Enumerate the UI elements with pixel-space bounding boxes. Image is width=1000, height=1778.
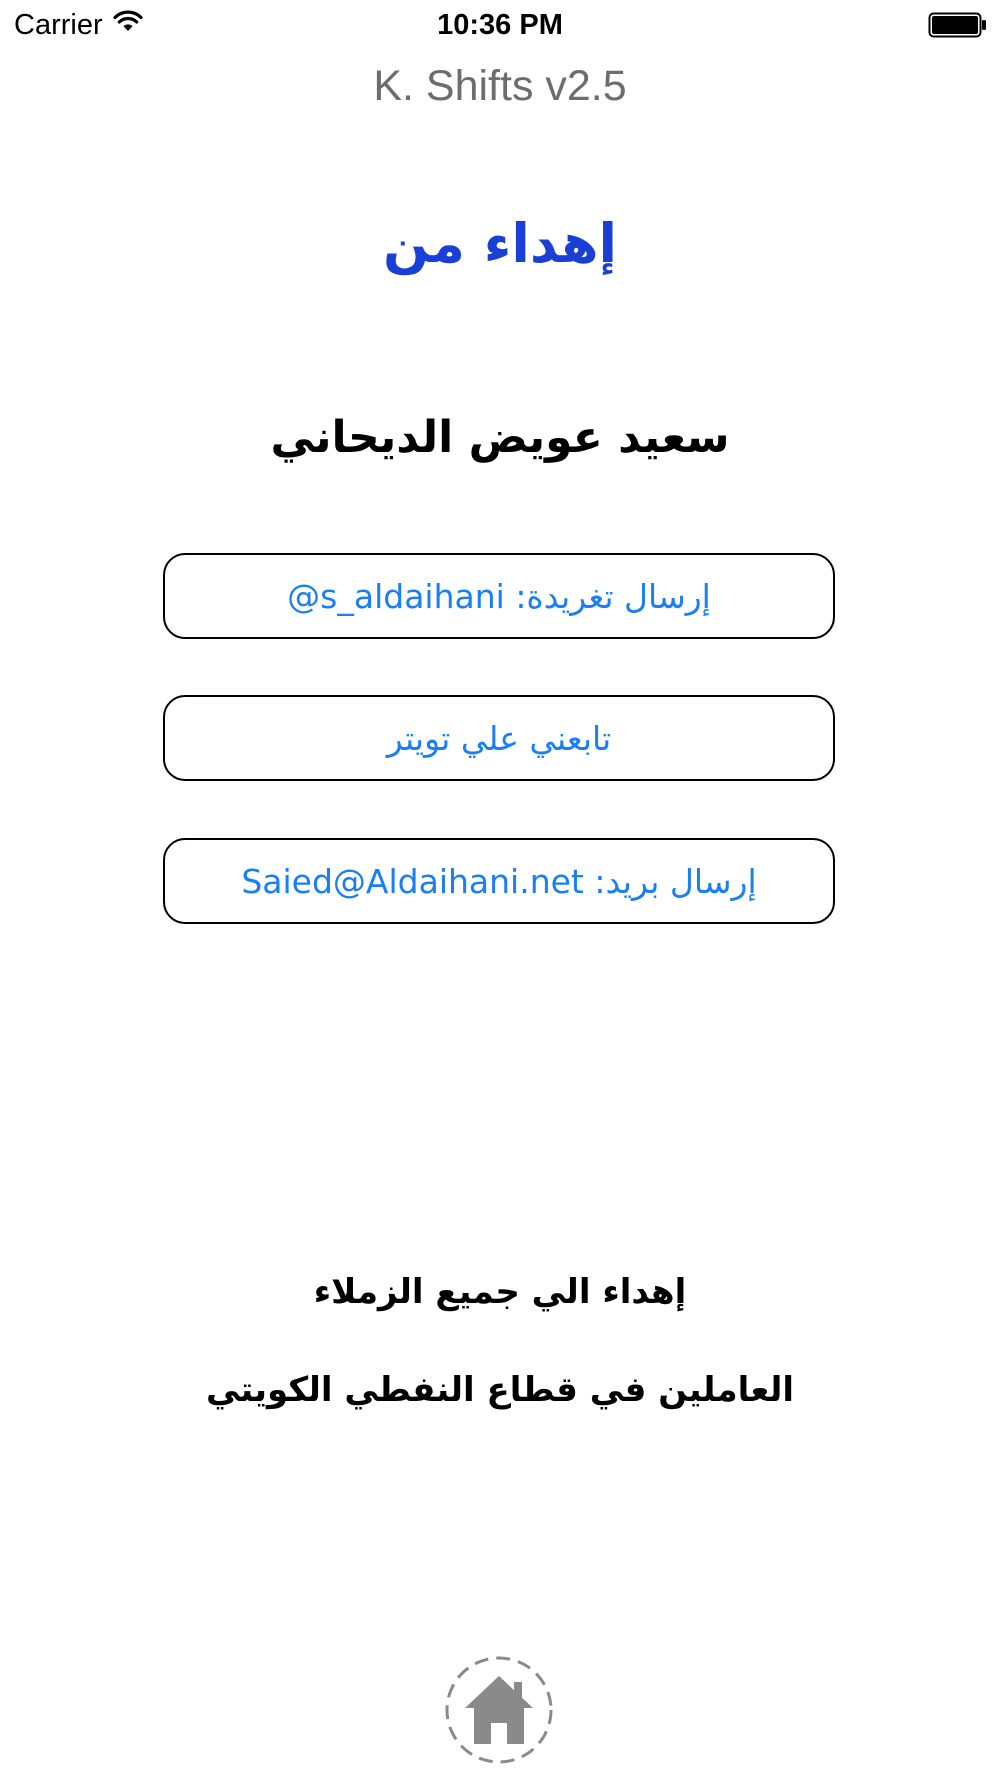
- app-title: K. Shifts v2.5: [373, 62, 627, 110]
- footer-dedication-line-1: إهداء الي جميع الزملاء: [313, 1272, 687, 1312]
- send-tweet-button[interactable]: [163, 553, 835, 639]
- send-tweet-label: إرسال تغريدة: s_aldaihani@: [287, 576, 711, 616]
- home-button[interactable]: [444, 1655, 554, 1765]
- carrier-label: Carrier: [14, 9, 103, 41]
- send-email-button[interactable]: [163, 838, 835, 924]
- dedication-heading: إهداء من: [382, 212, 618, 275]
- follow-twitter-label: تابعني علي تويتر: [386, 718, 612, 758]
- status-time: 10:36 PM: [437, 9, 563, 41]
- home-icon: [444, 1655, 554, 1765]
- footer-dedication-line-2: العاملين في قطاع النفطي الكويتي: [205, 1370, 794, 1410]
- status-bar: [0, 0, 1000, 50]
- send-email-label: إرسال بريد: Saied@Aldaihani.net: [241, 861, 757, 901]
- author-name: سعيد عويض الديحاني: [270, 412, 730, 463]
- battery-icon: [928, 12, 988, 42]
- follow-twitter-button[interactable]: [163, 695, 835, 781]
